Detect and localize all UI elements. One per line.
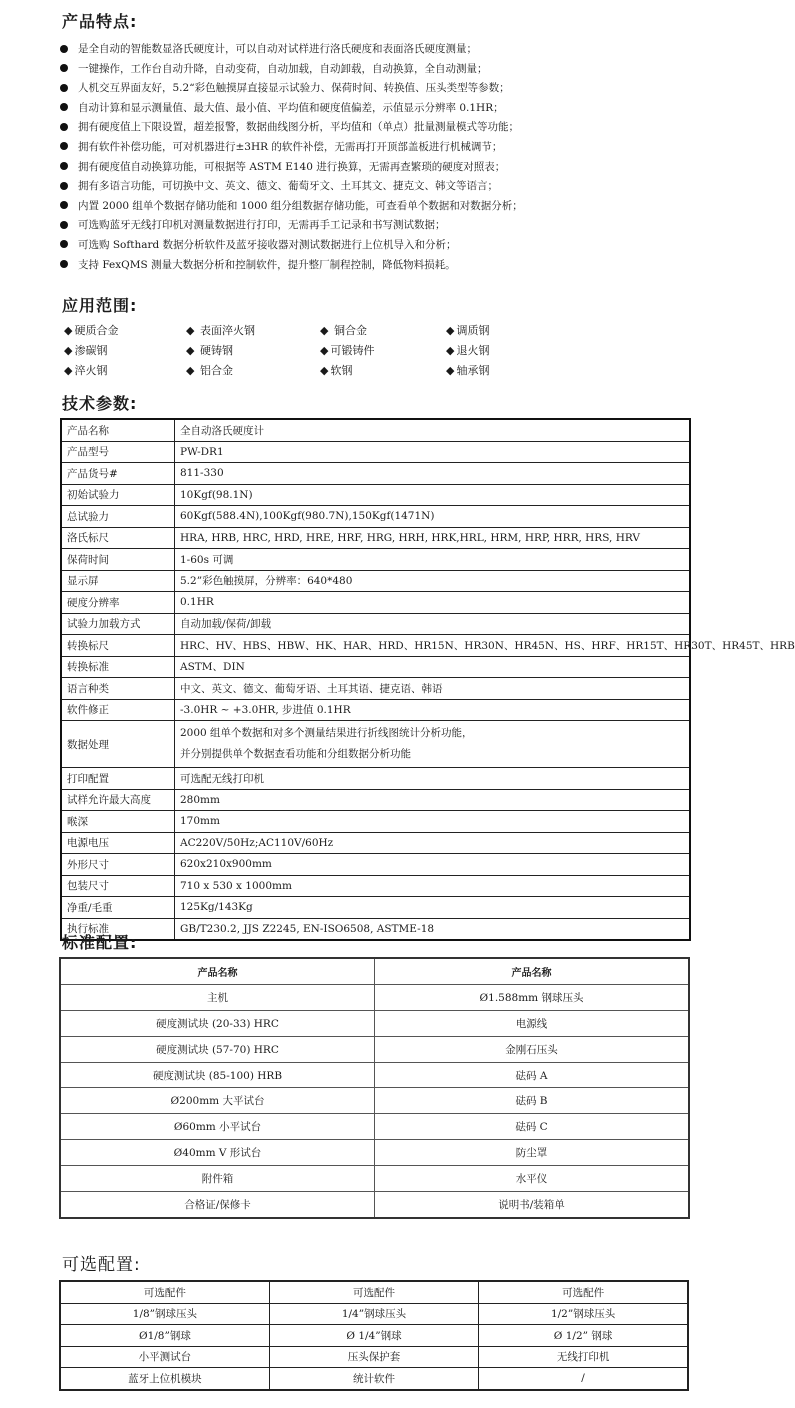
diamond-icon: ◆ [64,343,73,357]
feature-text: 是全自动的智能数显洛氏硬度计，可以自动对试样进行洛氏硬度和表面洛氏硬度测量； [78,43,477,55]
applications-grid [64,321,544,380]
table-cell: 硬度测试块 (57-70) HRC [60,1036,375,1062]
optional-config-table [59,1280,689,1391]
diamond-icon: ◆ [186,363,195,377]
param-value: 自动加载/保荷/卸载 [175,613,691,635]
param-value: 280mm [175,789,691,811]
application-label: 可锻铸件 [330,343,375,357]
table-row [61,811,690,833]
table-cell: 小平测试台 [60,1346,269,1368]
application-item [446,321,556,341]
table-row [60,1325,688,1347]
table-cell: 硬度测试块 (20-33) HRC [60,1010,375,1036]
table-row [61,549,690,571]
diamond-icon: ◆ [446,363,455,377]
feature-item [60,138,523,158]
param-value: HRA, HRB, HRC, HRD, HRE, HRF, HRG, HRH, HRK,HRL, HRM, HRP, HRR, HRS, HRV [175,527,691,549]
bullet-icon [60,221,68,229]
column-header: 可选配件 [60,1281,269,1303]
application-item [446,361,556,381]
table-cell: 防尘罩 [375,1140,690,1166]
table-row [60,1140,689,1166]
diamond-icon: ◆ [64,324,73,337]
application-item [186,321,320,341]
application-label: 退火钢 [456,343,490,357]
table-row [60,1036,689,1062]
table-cell: 金刚石压头 [375,1036,690,1062]
feature-text: 支持 FexQMS 测量大数据分析和控制软件，提升整厂制程控制，降低物料损耗。 [78,258,456,271]
param-value: 710 x 530 x 1000mm [175,875,691,897]
feature-text: 拥有硬度值上下限设置，超差报警，数据曲线图分析，平均值和（单点）批量测量模式等功能； [78,121,519,134]
feature-item [60,60,523,80]
param-value: -3.0HR ~ +3.0HR, 步进值 0.1HR [175,699,691,721]
feature-text: 自动计算和显示测量值、最大值、最小值、平均值和硬度值偏差，示值显示分辨率 0.1HR； [78,101,504,114]
bullet-icon [60,64,68,72]
param-value: ASTM、DIN [175,656,691,678]
param-label: 保荷时间 [61,549,175,571]
table-cell: 统计软件 [269,1368,478,1390]
table-cell: 压头保护套 [269,1346,478,1368]
param-label: 打印配置 [61,768,175,790]
bullet-icon [60,123,68,131]
table-cell: 水平仪 [375,1166,690,1192]
param-value: HRC、HV、HBS、HBW、HK、HAR、HRD、HR15N、HR30N、HR45N、HS、HRF、HR15T、HR30T、HR45T、HRB [175,635,691,657]
param-value: 全自动洛氏硬度计 [175,419,691,441]
standard-title: 标准配置: [62,933,138,952]
param-label: 执行标准 [61,918,175,940]
standard-config-table [59,957,690,1219]
table-cell: 砝码 C [375,1114,690,1140]
param-value: 125Kg/143Kg [175,897,691,919]
table-row [61,768,690,790]
table-row [61,441,690,463]
table-row [60,1166,689,1192]
param-label: 电源电压 [61,832,175,854]
table-cell: Ø60mm 小平试台 [60,1114,375,1140]
diamond-icon: ◆ [446,324,455,337]
application-item [320,341,446,361]
table-row [61,678,690,700]
param-label: 总试验力 [61,506,175,528]
feature-text: 一键操作，工作台自动升降，自动变荷，自动加载，自动卸载，自动换算，全自动测量； [78,62,488,75]
table-row [61,613,690,635]
feature-text: 内置 2000 组单个数据存储功能和 1000 组分组数据存储功能，可查看单个数据和对数据分析； [78,199,523,212]
bullet-icon [60,182,68,190]
table-row [61,897,690,919]
param-value: 620x210x900mm [175,854,691,876]
bullet-icon [60,201,68,209]
diamond-icon: ◆ [186,324,195,337]
diamond-icon: ◆ [320,324,329,337]
param-label: 包装尺寸 [61,875,175,897]
param-label: 洛氏标尺 [61,527,175,549]
table-cell: 砝码 B [375,1088,690,1114]
feature-item [60,216,523,236]
diamond-icon: ◆ [320,363,329,377]
bullet-icon [60,103,68,111]
table-cell: 合格证/保修卡 [60,1192,375,1218]
param-label: 喉深 [61,811,175,833]
bullet-icon [60,240,68,248]
application-item [64,341,186,361]
feature-text: 可选购蓝牙无线打印机对测量数据进行打印，无需再手工记录和书写测试数据； [78,219,446,232]
table-row [61,592,690,614]
table-cell: 1/8”钢球压头 [60,1303,269,1325]
table-cell: 附件箱 [60,1166,375,1192]
table-cell: Ø 1/2” 钢球 [479,1325,688,1347]
table-row [61,527,690,549]
table-row [61,484,690,506]
table-row [60,1303,688,1325]
application-label: 硬质合金 [74,324,119,337]
table-row [61,875,690,897]
bullet-icon [60,45,68,53]
application-label: 表面淬火钢 [196,324,255,337]
param-value-line: 2000 组单个数据和对多个测量结果进行折线图统计分析功能， [180,727,473,739]
table-header-row [60,1281,688,1303]
feature-item [60,236,523,256]
application-item [446,341,556,361]
diamond-icon: ◆ [446,343,455,357]
feature-item [60,158,523,178]
param-value: 可选配无线打印机 [175,768,691,790]
table-row [60,1114,689,1140]
diamond-icon: ◆ [64,363,73,377]
table-header-row [60,958,689,984]
table-row [61,699,690,721]
param-value: 中文、英文、德文、葡萄牙语、土耳其语、捷克语、韩语 [175,678,691,700]
application-item [64,321,186,341]
column-header: 产品名称 [60,958,375,984]
application-item [320,361,446,381]
table-row [61,832,690,854]
param-value [175,721,691,768]
application-label: 调质钢 [456,324,490,337]
application-item [186,341,320,361]
table-cell: 1/2”钢球压头 [479,1303,688,1325]
feature-text: 人机交互界面友好，5.2“彩色触摸屏直接显示试验力、保荷时间、转换值、压头类型等参数； [78,82,510,95]
table-row [61,506,690,528]
param-label: 软件修正 [61,699,175,721]
features-list [60,40,523,275]
bullet-icon [60,162,68,170]
application-item [186,361,320,381]
feature-item [60,256,523,276]
application-item [64,361,186,381]
table-cell: / [479,1368,688,1390]
feature-item [60,40,523,60]
column-header: 产品名称 [375,958,690,984]
feature-text: 拥有多语言功能，可切换中文、英文、德文、葡萄牙文、土耳其文、捷克文、韩文等语言； [78,180,498,193]
table-row [60,1088,689,1114]
table-row [60,1010,689,1036]
param-label: 硬度分辨率 [61,592,175,614]
param-label: 产品名称 [61,419,175,441]
feature-text: 拥有硬度值自动换算功能，可根据等 ASTM E140 进行换算，无需再查繁琐的硬度对照表； [78,160,506,173]
param-label: 数据处理 [61,721,175,768]
application-label: 软钢 [330,363,353,377]
application-label: 铜合金 [330,324,367,337]
table-row [60,1368,688,1390]
param-value: 0.1HR [175,592,691,614]
feature-item [60,79,523,99]
application-item [320,321,446,341]
param-label: 净重/毛重 [61,897,175,919]
param-value: GB/T230.2, JJS Z2245, EN-ISO6508, ASTME-18 [175,918,691,940]
table-row [61,789,690,811]
param-label: 外形尺寸 [61,854,175,876]
table-row [61,419,690,441]
param-label: 产品型号 [61,441,175,463]
table-row [61,721,690,768]
application-label: 淬火钢 [74,363,108,377]
param-label: 语言种类 [61,678,175,700]
bullet-icon [60,142,68,150]
table-row [61,463,690,485]
table-row [61,656,690,678]
param-value: 811-330 [175,463,691,485]
param-value: PW-DR1 [175,441,691,463]
table-row [61,918,690,940]
column-header: 可选配件 [479,1281,688,1303]
table-cell: Ø200mm 大平试台 [60,1088,375,1114]
application-label: 渗碳钢 [74,343,108,357]
feature-item [60,197,523,217]
bullet-icon [60,260,68,268]
feature-text: 可选购 Softhard 数据分析软件及蓝牙接收器对测试数据进行上位机导入和分析； [78,238,457,251]
optional-title: 可选配置: [62,1255,141,1275]
table-row [61,635,690,657]
table-cell: 无线打印机 [479,1346,688,1368]
features-title: 产品特点: [62,12,138,31]
table-row [60,1192,689,1218]
diamond-icon: ◆ [320,343,329,357]
param-value: 10Kgf(98.1N) [175,484,691,506]
tech-params-table [60,418,795,941]
table-cell: 说明书/装箱单 [375,1192,690,1218]
feature-item [60,99,523,119]
table-cell: Ø 1/4”钢球 [269,1325,478,1347]
table-row [61,854,690,876]
application-label: 硬铸钢 [196,343,233,357]
table-row [60,1346,688,1368]
tech-title: 技术参数: [62,394,138,413]
param-value-line: 并分别提供单个数据查看功能和分组数据分析功能 [180,748,411,760]
param-label: 产品货号# [61,463,175,485]
table-cell: 蓝牙上位机模块 [60,1368,269,1390]
application-label: 铝合金 [196,363,233,377]
table-cell: 主机 [60,984,375,1010]
param-value: 170mm [175,811,691,833]
param-value: AC220V/50Hz;AC110V/60Hz [175,832,691,854]
table-row [61,570,690,592]
applications-title: 应用范围: [62,296,138,315]
diamond-icon: ◆ [186,343,195,357]
table-cell: 硬度测试块 (85-100) HRB [60,1062,375,1088]
table-row [60,984,689,1010]
param-label: 转换标尺 [61,635,175,657]
table-row [60,1062,689,1088]
param-value: 1-60s 可调 [175,549,691,571]
table-cell: Ø1/8”钢球 [60,1325,269,1347]
param-value: 60Kgf(588.4N),100Kgf(980.7N),150Kgf(1471N) [175,506,691,528]
bullet-icon [60,84,68,92]
column-header: 可选配件 [269,1281,478,1303]
application-label: 轴承钢 [456,363,490,377]
table-cell: 1/4”钢球压头 [269,1303,478,1325]
table-cell: 电源线 [375,1010,690,1036]
table-cell: Ø40mm V 形试台 [60,1140,375,1166]
param-label: 显示屏 [61,570,175,592]
param-value: 5.2”彩色触摸屏，分辨率：640*480 [175,570,691,592]
table-cell: Ø1.588mm 钢球压头 [375,984,690,1010]
feature-item [60,177,523,197]
param-label: 试样允许最大高度 [61,789,175,811]
feature-text: 拥有软件补偿功能，可对机器进行±3HR 的软件补偿，无需再打开顶部盖板进行机械调节； [78,140,503,153]
feature-item [60,118,523,138]
param-label: 试验力加载方式 [61,613,175,635]
table-cell: 砝码 A [375,1062,690,1088]
param-label: 转换标准 [61,656,175,678]
param-label: 初始试验力 [61,484,175,506]
